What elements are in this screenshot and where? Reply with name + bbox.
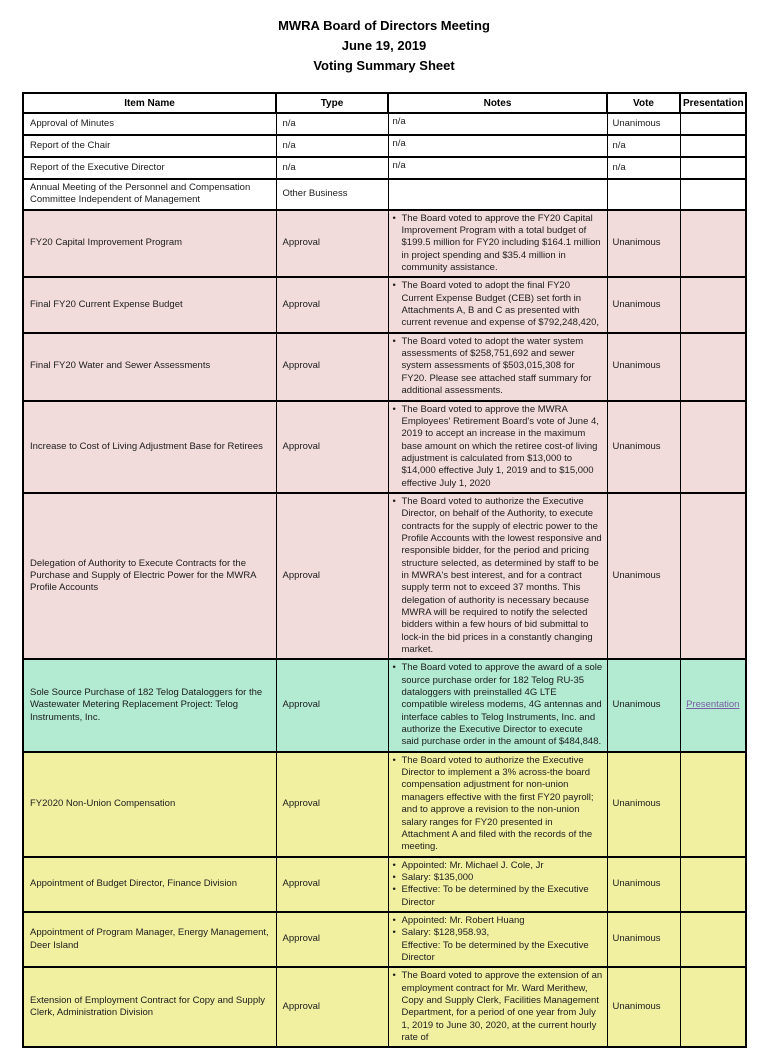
meeting-title: MWRA Board of Directors Meeting [278,18,490,33]
bullet-icon: • [392,662,396,674]
bullet-icon: • [392,403,396,415]
note-text: Effective: To be determined by the Executive Director [401,884,589,908]
item-name-cell: Appointment of Budget Director, Finance Division [23,857,276,912]
presentation-cell [680,752,746,857]
table-row [23,277,746,332]
type-cell: Approval [276,967,388,1047]
notes-cell [388,912,607,967]
notes-cell [388,659,607,751]
presentation-cell [680,277,746,332]
bullet-icon: • [392,884,396,896]
note-text: The Board voted to adopt the final FY20 Current Expense Budget (CEB) set forth in Attachments A, B and C as presented with current revenue and expense of $792,248,420, [401,280,600,329]
type-cell: Approval [276,659,388,751]
table-row [23,210,746,278]
table-row [23,333,746,401]
note-text: Effective: To be determined by the Executive Director [401,939,589,963]
type-cell: Approval [276,857,388,912]
notes-cell [388,857,607,912]
item-name-cell: FY20 Capital Improvement Program [23,210,276,278]
note-line [393,213,603,275]
vote-cell: Unanimous [607,210,680,278]
type-cell: Approval [276,277,388,332]
bullet-icon: • [392,927,396,939]
bullet-icon: • [392,754,396,766]
item-name-cell: Delegation of Authority to Execute Contracts for the Purchase and Supply of Electric Power for the MWRA Profile Accounts [23,493,276,659]
vote-cell: Unanimous [607,967,680,1047]
note-line [393,915,603,927]
table-row [23,179,746,210]
notes-cell [388,113,607,135]
item-name-cell: Report of the Chair [23,135,276,157]
note-text: Salary: $128,958.93, [401,927,490,939]
vote-cell: Unanimous [607,659,680,751]
table-header-row [23,93,746,113]
presentation-cell [680,659,746,751]
vote-cell [607,179,680,210]
presentation-link[interactable]: Presentation [686,699,740,711]
note-line [393,927,603,939]
note-text: The Board voted to approve the extension of an employment contract for Mr. Ward Merithew, Copy and Supply Clerk, Facilities Management Department, for a period of one year from July 1, 2019 to June 30, 2020, at the current hourly rate of [401,970,603,1043]
bullet-icon: • [392,859,396,871]
presentation-cell [680,333,746,401]
table-row [23,135,746,157]
table-row [23,857,746,912]
type-cell: Approval [276,752,388,857]
note-line [393,404,603,490]
note-text: The Board voted to approve the award of a sole source purchase order for 182 Telog RU-35 dataloggers with preinstalled 4G LTE compatible wireless modems, 4G antennas and interface cables to Telog Instruments, Inc. and authorize the Executive Director to execute said purchase order in the amount of $484,848. [401,662,603,748]
bullet-icon: • [392,335,396,347]
type-cell: n/a [276,135,388,157]
note-line [393,116,603,128]
item-name-cell: Appointment of Program Manager, Energy Management, Deer Island [23,912,276,967]
table-row [23,493,746,659]
vote-cell: Unanimous [607,401,680,493]
presentation-cell [680,493,746,659]
notes-cell [388,179,607,210]
presentation-cell [680,912,746,967]
note-text: The Board voted to authorize the Executive Director to implement a 3% across-the board compensation adjustment for non-union managers effective with the first FY20 payroll; and to approve a revision to the non-union salary ranges for FY20 presented in Attachment A and filed with the records of the meeting. [401,754,594,853]
notes-cell [388,333,607,401]
document-header [0,0,768,76]
note-text: n/a [392,116,406,127]
item-name-cell: FY2020 Non-Union Compensation [23,752,276,857]
type-cell: Approval [276,210,388,278]
presentation-cell [680,401,746,493]
type-cell: n/a [276,113,388,135]
note-line [393,280,603,329]
column-header-vote: Vote [607,93,680,113]
note-text: n/a [392,138,406,149]
table-row [23,912,746,967]
item-name-cell: Increase to Cost of Living Adjustment Base for Retirees [23,401,276,493]
vote-cell: Unanimous [607,113,680,135]
bullet-icon: • [392,495,396,507]
notes-cell [388,493,607,659]
vote-cell: Unanimous [607,752,680,857]
type-cell: Approval [276,401,388,493]
note-text: The Board voted to adopt the water system assessments of $258,751,692 and sewer system assessments of $503,015,308 for FY20. Please see attached staff summary for additional assessments. [401,335,592,397]
vote-cell: Unanimous [607,493,680,659]
bullet-icon: • [392,212,396,224]
notes-cell [388,135,607,157]
table-row [23,401,746,493]
table-row [23,659,746,751]
notes-cell [388,967,607,1047]
bullet-icon: • [392,280,396,292]
voting-summary-table [22,92,747,1048]
notes-cell [388,157,607,179]
bullet-icon: • [392,871,396,883]
type-cell: Approval [276,333,388,401]
table-row [23,967,746,1047]
meeting-date: June 19, 2019 [341,38,427,53]
bullet-icon: • [392,970,396,982]
column-header-presentation: Presentation [680,93,746,113]
presentation-cell [680,210,746,278]
note-line [393,336,603,398]
note-line [393,884,603,909]
type-cell: Approval [276,912,388,967]
note-line [393,970,603,1044]
notes-cell [388,277,607,332]
item-name-cell: Final FY20 Water and Sewer Assessments [23,333,276,401]
table-row [23,157,746,179]
item-name-cell: Final FY20 Current Expense Budget [23,277,276,332]
note-text: The Board voted to approve the MWRA Employees' Retirement Board's vote of June 4, 2019 to accept an increase in the maximum base amount on which the retiree cost-of living adjustment is calculated from $13,000 to $14,000 effective July 1, 2019 and to $15,000 effective July 1, 2020 [401,403,599,489]
item-name-cell: Report of the Executive Director [23,157,276,179]
notes-cell [388,752,607,857]
note-text: n/a [392,160,406,171]
type-cell: Approval [276,493,388,659]
item-name-cell: Annual Meeting of the Personnel and Compensation Committee Independent of Management [23,179,276,210]
item-name-cell: Approval of Minutes [23,113,276,135]
type-cell: Other Business [276,179,388,210]
note-text: The Board voted to approve the FY20 Capital Improvement Program with a total budget of $199.5 million for FY20 including $164.1 million in project spending and $35.4 million in community assistance. [401,212,601,274]
note-text: The Board voted to authorize the Executive Director, on behalf of the Authority, to execute contracts for the supply of electric power to the Profile Accounts with the lowest responsive and responsible bidder, for the period and pricing structure selected, as determined by staff to be in MWRA's best interest, and for a contract supply term not to exceed 37 months. This delegation of authority is necessary because MWRA will be required to notify the selected bidders within a few hours of bid submittal to lock-in the bid prices in a constantly changing market. [401,495,602,656]
note-line [393,160,603,172]
column-header-item-name: Item Name [23,93,276,113]
note-line [393,496,603,656]
note-text: Appointed: Mr. Robert Huang [401,914,525,926]
presentation-cell [680,157,746,179]
table-row [23,113,746,135]
presentation-cell [680,857,746,912]
presentation-cell [680,135,746,157]
presentation-cell [680,179,746,210]
note-line [393,860,603,872]
vote-cell: Unanimous [607,333,680,401]
note-line [393,872,603,884]
note-line [393,138,603,150]
vote-cell: Unanimous [607,857,680,912]
item-name-cell: Extension of Employment Contract for Copy and Supply Clerk, Administration Division [23,967,276,1047]
vote-cell: Unanimous [607,912,680,967]
note-line [393,755,603,854]
presentation-cell [680,113,746,135]
notes-cell [388,210,607,278]
sheet-title: Voting Summary Sheet [313,58,455,73]
note-line [393,940,603,965]
vote-cell: n/a [607,135,680,157]
column-header-type: Type [276,93,388,113]
note-line [393,662,603,748]
notes-cell [388,401,607,493]
note-text: Appointed: Mr. Michael J. Cole, Jr [401,859,544,871]
presentation-cell [680,967,746,1047]
vote-cell: Unanimous [607,277,680,332]
item-name-cell: Sole Source Purchase of 182 Telog Dataloggers for the Wastewater Metering Replacement Project: Telog Instruments, Inc. [23,659,276,751]
column-header-notes: Notes [388,93,607,113]
bullet-icon: • [392,914,396,926]
type-cell: n/a [276,157,388,179]
note-text: Salary: $135,000 [401,871,474,883]
table-row [23,752,746,857]
vote-cell: n/a [607,157,680,179]
